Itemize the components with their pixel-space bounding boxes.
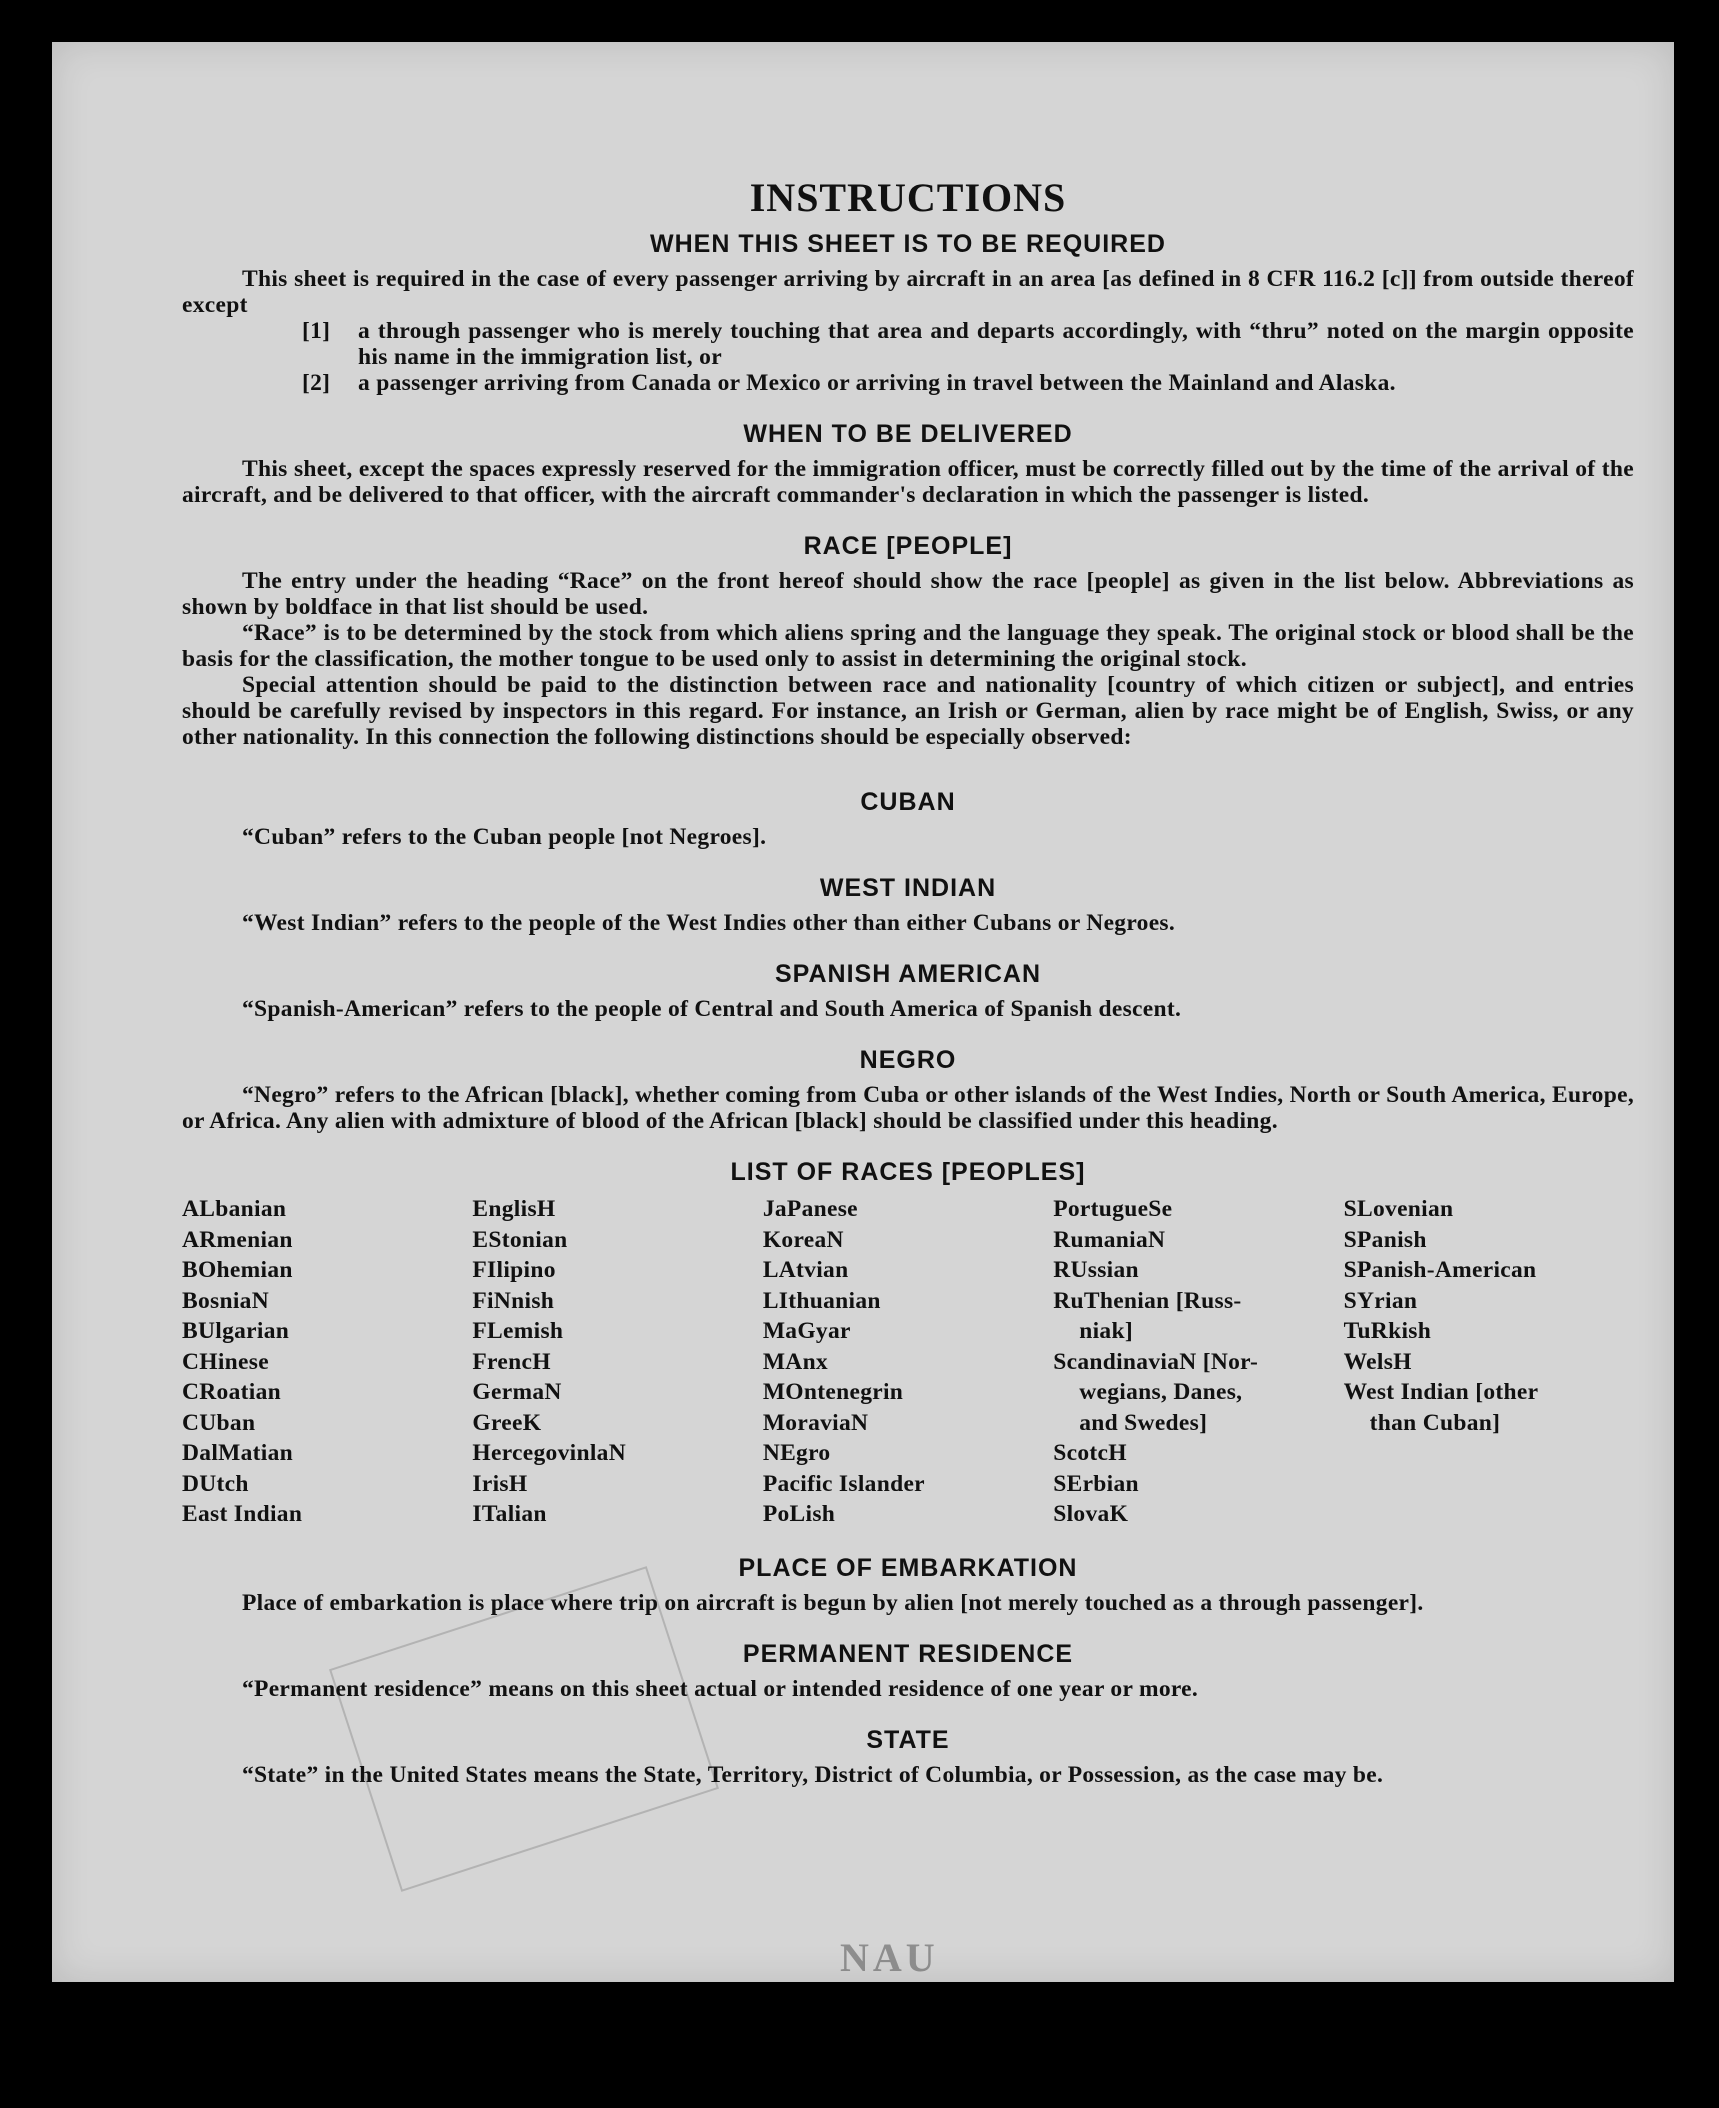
spanish-american-text: “Spanish-American” refers to the people of Central and South America of Spanish descent.	[242, 996, 1182, 1022]
delivered-text: This sheet, except the spaces expressly reserved for the immigration officer, must be correctly filled out by the time of the arrival of the aircraft, and be delivered to that officer, with the aircraft commander's declaration in which the passenger is listed.	[182, 456, 1634, 508]
race-item: EnglisH	[472, 1196, 556, 1222]
race-item: DUtch	[182, 1470, 249, 1497]
heading-negro: NEGRO	[859, 1046, 957, 1074]
race-item: FLemish	[472, 1318, 564, 1344]
race-item: CHinese	[182, 1348, 269, 1375]
race-item: SErbian	[1053, 1470, 1139, 1497]
heading-races-list: LIST OF RACES [PEOPLES]	[730, 1158, 1086, 1186]
race-item: GreeK	[472, 1409, 542, 1436]
race-item: TuRkish	[1343, 1318, 1432, 1344]
exception-number: [2]	[302, 370, 331, 396]
heading-cuban: CUBAN	[860, 788, 956, 816]
date-stamp: NAU	[840, 1935, 939, 1980]
race-item: SPanish	[1343, 1226, 1427, 1253]
heading-spanish-american: SPANISH AMERICAN	[774, 960, 1041, 988]
exceptions-list	[182, 318, 1634, 396]
race-item: GermaN	[472, 1379, 562, 1405]
race-item-continuation: wegians, Danes,	[1079, 1379, 1243, 1405]
race-item: SLovenian	[1343, 1196, 1454, 1222]
race-item: BosniaN	[182, 1287, 269, 1314]
race-item: WelsH	[1343, 1348, 1412, 1375]
race-item: SPanish-American	[1343, 1257, 1537, 1283]
heading-west-indian: WEST INDIAN	[819, 874, 997, 902]
race-item: ScandinaviaN [Nor-	[1053, 1348, 1259, 1375]
exception-item	[302, 370, 1634, 396]
race-item: ITalian	[472, 1501, 547, 1527]
race-paragraph-2: “Race” is to be determined by the stock from which aliens spring and the language they speak. The original stock or blood shall be the basis for the classification, the mother tongue to be used only to assist in determining the original stock.	[182, 620, 1634, 672]
race-item: JaPanese	[762, 1196, 858, 1222]
cuban-text: “Cuban” refers to the Cuban people [not Negroes].	[242, 824, 767, 850]
race-paragraph-1: The entry under the heading “Race” on the front hereof should show the race [people] as given in the list below. Abbreviations as shown by boldface in that list should be used.	[182, 568, 1634, 620]
race-item: West Indian [other	[1343, 1379, 1539, 1405]
race-item: ARmenian	[182, 1226, 293, 1253]
document-page	[52, 42, 1674, 1982]
race-item: SlovaK	[1053, 1501, 1129, 1527]
race-item: BUlgarian	[182, 1318, 290, 1344]
required-text: This sheet is required in the case of every passenger arriving by aircraft in an area [as defined in 8 CFR 116.2 [c]] from outside thereof except	[182, 266, 1634, 318]
race-item: MOntenegrin	[762, 1379, 904, 1405]
race-item: EStonian	[472, 1226, 568, 1253]
race-item: FIlipino	[472, 1257, 556, 1283]
heading-race: RACE [PEOPLE]	[803, 532, 1013, 560]
races-list	[182, 1194, 1634, 1530]
race-item: BOhemian	[182, 1257, 293, 1283]
race-item: RuThenian [Russ-	[1053, 1287, 1242, 1314]
heading-embarkation: PLACE OF EMBARKATION	[738, 1553, 1078, 1582]
race-item: PortugueSe	[1053, 1196, 1173, 1222]
race-item: LIthuanian	[762, 1287, 881, 1314]
race-item: LAtvian	[762, 1257, 849, 1283]
exception-item	[302, 318, 1634, 370]
race-item: HercegovinlaN	[472, 1440, 626, 1466]
race-item: RumaniaN	[1053, 1226, 1166, 1253]
races-column-3	[763, 1194, 1053, 1530]
races-column-1	[182, 1194, 472, 1530]
heading-residence: PERMANENT RESIDENCE	[742, 1639, 1074, 1668]
embarkation-text: Place of embarkation is place where trip on aircraft is begun by alien [not merely touched as a through passenger].	[242, 1589, 1424, 1616]
race-item: PoLish	[762, 1501, 836, 1527]
race-item-continuation: and Swedes]	[1079, 1409, 1208, 1436]
race-item: Pacific Islander	[762, 1470, 925, 1497]
race-item: CUban	[182, 1409, 256, 1436]
race-item: MAnx	[762, 1348, 828, 1375]
document-title: INSTRUCTIONS	[749, 175, 1067, 220]
race-item: SYrian	[1343, 1287, 1418, 1314]
exception-text: a passenger arriving from Canada or Mexico or arriving in travel between the Mainland and Alaska.	[358, 370, 1396, 396]
race-item: RUssian	[1053, 1257, 1139, 1283]
exception-text: a through passenger who is merely touching that area and departs accordingly, with “thru” noted on the margin opposite his name in the immigration list, or	[358, 318, 1634, 370]
race-item: IrisH	[472, 1470, 528, 1497]
state-text: “State” in the United States means the State, Territory, District of Columbia, or Possession, as the case may be.	[242, 1761, 1384, 1788]
race-item: MaGyar	[762, 1318, 851, 1344]
race-item: East Indian	[182, 1501, 303, 1527]
race-item: MoraviaN	[762, 1409, 869, 1436]
heading-delivered: WHEN TO BE DELIVERED	[743, 420, 1073, 448]
negro-text: “Negro” refers to the African [black], whether coming from Cuba or other islands of the West Indies, North or South America, Europe, or Africa. Any alien with admixture of blood of the African [black] should be classified under this heading.	[182, 1082, 1634, 1134]
race-item: ScotcH	[1053, 1440, 1127, 1466]
residence-text: “Permanent residence” means on this sheet actual or intended residence of one year or more.	[242, 1675, 1199, 1702]
heading-required: WHEN THIS SHEET IS TO BE REQUIRED	[650, 230, 1166, 258]
race-paragraph-3: Special attention should be paid to the distinction between race and nationality [country of which citizen or subject], and entries should be carefully revised by inspectors in this regard. For instance, an Irish or German, alien by race might be of English, Swiss, or any other nationality. In this connection the following distinctions should be especially observed:	[182, 672, 1634, 750]
races-column-2	[472, 1194, 762, 1530]
exception-number: [1]	[302, 318, 331, 344]
race-item-continuation: niak]	[1079, 1318, 1133, 1344]
race-item: ALbanian	[182, 1196, 287, 1222]
race-item: KoreaN	[762, 1226, 844, 1253]
instructions-content	[182, 126, 1634, 1788]
west-indian-text: “West Indian” refers to the people of the West Indies other than either Cubans or Negroes.	[242, 910, 1176, 936]
race-item-continuation: than Cuban]	[1369, 1409, 1501, 1436]
races-column-4	[1053, 1194, 1343, 1530]
heading-state: STATE	[866, 1725, 950, 1754]
race-item: FrencH	[472, 1348, 551, 1375]
race-item: CRoatian	[182, 1379, 282, 1405]
race-item: FiNnish	[472, 1287, 555, 1314]
race-item: DalMatian	[182, 1440, 294, 1466]
race-item: NEgro	[762, 1440, 831, 1466]
races-column-5	[1344, 1194, 1634, 1530]
